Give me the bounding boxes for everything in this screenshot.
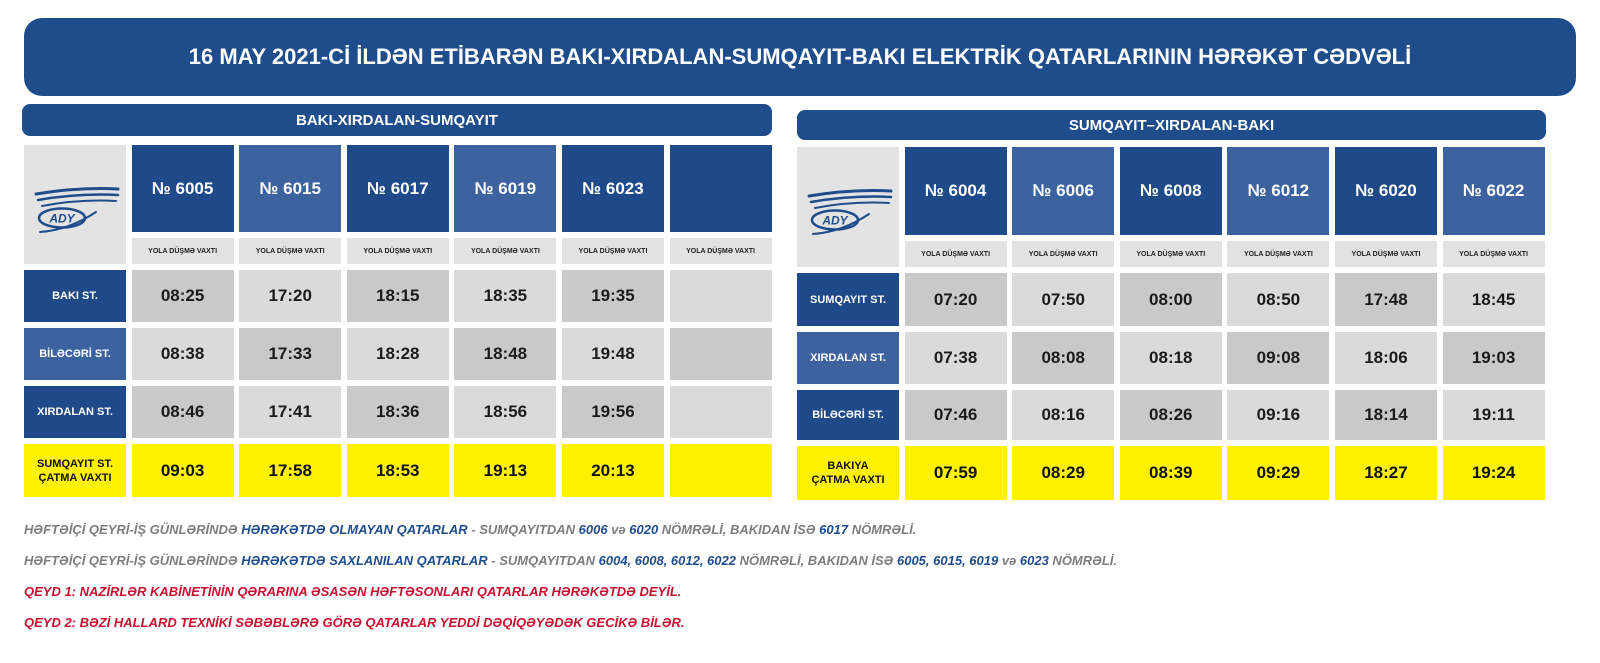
- time-cell: 09:08: [1227, 332, 1329, 384]
- ady-logo-text: ADY: [49, 211, 75, 226]
- train-number-header: № 6017: [347, 145, 449, 232]
- arrival-time-caption: ÇATMA VAXTI: [811, 474, 885, 486]
- departure-time-label: YOLA DÜŞMƏ VAXTI: [1443, 241, 1545, 267]
- station-label: BİLƏCƏRİ ST.: [797, 390, 899, 440]
- arrival-time-cell: 18:53: [347, 444, 449, 497]
- outbound-schedule-table: [24, 145, 772, 497]
- remark-1: QEYD 1: NAZİRLƏR KABİNETİNİN QƏRARINA ƏSASƏN HƏFTƏSONLARI QATARLAR HƏRƏKƏTDƏ DEYİL.: [24, 584, 682, 599]
- time-cell: 19:48: [562, 328, 664, 380]
- departure-time-label: YOLA DÜŞMƏ VAXTI: [347, 238, 449, 264]
- time-cell: 18:28: [347, 328, 449, 380]
- departure-time-label: YOLA DÜŞMƏ VAXTI: [239, 238, 341, 264]
- time-cell: 18:36: [347, 386, 449, 438]
- time-cell: 08:08: [1012, 332, 1114, 384]
- station-label: SUMQAYIT ST.: [797, 273, 899, 326]
- note-text: HƏFTƏİÇİ QEYRİ-İŞ GÜNLƏRİNDƏ: [24, 553, 242, 568]
- footer-notes: [24, 514, 1117, 638]
- time-cell: 07:38: [905, 332, 1007, 384]
- note-text: NÖMRƏLİ, BAKIDAN İSƏ: [658, 522, 820, 537]
- time-cell: 08:25: [132, 270, 234, 322]
- departure-time-label: YOLA DÜŞMƏ VAXTI: [905, 241, 1007, 267]
- ady-logo: [24, 145, 126, 264]
- remark-2: QEYD 2: BƏZİ HALLARD TEXNİKİ SƏBƏBLƏRƏ GÖRƏ QATARLAR YEDDİ DƏQİQƏYƏDƏK GECİKƏ BİLƏR.: [24, 615, 685, 630]
- arrival-time-cell: 09:03: [132, 444, 234, 497]
- time-cell-empty: [670, 386, 772, 438]
- arrival-time-cell: 19:13: [454, 444, 556, 497]
- time-cell: 08:46: [132, 386, 234, 438]
- time-cell: 07:46: [905, 390, 1007, 440]
- note-operating-trains: [24, 545, 1117, 576]
- inbound-heading: SUMQAYIT–XIRDALAN-BAKI: [797, 110, 1546, 140]
- train-number-header: № 6020: [1335, 147, 1437, 235]
- note-text: NÖMRƏLİ, BAKIDAN İSƏ: [735, 553, 897, 568]
- time-cell: 08:26: [1120, 390, 1222, 440]
- ady-logo-text: ADY: [822, 213, 848, 228]
- arrival-time-caption: ÇATMA VAXTI: [38, 471, 112, 484]
- note-train-number: 6006: [578, 522, 608, 537]
- arrival-station: SUMQAYIT ST.: [37, 457, 113, 470]
- station-label: BİLƏCƏRİ ST.: [24, 328, 126, 380]
- train-number-header: № 6015: [239, 145, 341, 232]
- note-highlight: HƏRƏKƏTDƏ OLMAYAN QATARLAR: [241, 522, 468, 537]
- note-train-number: 6017: [819, 522, 849, 537]
- arrival-time-cell: 08:29: [1012, 446, 1114, 500]
- note-text: NÖMRƏLİ.: [848, 522, 917, 537]
- time-cell-empty: [670, 328, 772, 380]
- station-label: XIRDALAN ST.: [24, 386, 126, 438]
- departure-time-label: YOLA DÜŞMƏ VAXTI: [562, 238, 664, 264]
- ady-logo-icon: [24, 145, 126, 264]
- note-suspended-trains: [24, 514, 1117, 545]
- time-cell: 19:56: [562, 386, 664, 438]
- note-text: NÖMRƏLİ.: [1048, 553, 1118, 568]
- time-cell: 08:18: [1120, 332, 1222, 384]
- note-train-number: 6005, 6015, 6019: [896, 553, 999, 568]
- departure-time-label: YOLA DÜŞMƏ VAXTI: [1335, 241, 1437, 267]
- time-cell-empty: [670, 270, 772, 322]
- time-cell: 19:35: [562, 270, 664, 322]
- time-cell: 18:15: [347, 270, 449, 322]
- train-number-header: № 6006: [1012, 147, 1114, 235]
- time-cell: 17:33: [239, 328, 341, 380]
- note-text: - SUMQAYITDAN: [467, 522, 579, 537]
- time-cell: 08:50: [1227, 273, 1329, 326]
- time-cell: 08:00: [1120, 273, 1222, 326]
- note-text: HƏFTƏİÇİ QEYRİ-İŞ GÜNLƏRİNDƏ: [24, 522, 242, 537]
- arrival-time-cell: 08:39: [1120, 446, 1222, 500]
- arrival-station: BAKIYA: [827, 460, 869, 472]
- train-number-header: № 6022: [1443, 147, 1545, 235]
- station-label: XIRDALAN ST.: [797, 332, 899, 384]
- arrival-label: [24, 444, 126, 497]
- note-text: və: [607, 522, 630, 537]
- departure-time-label: YOLA DÜŞMƏ VAXTI: [1012, 241, 1114, 267]
- train-number-header-empty: [670, 145, 772, 232]
- time-cell: 17:48: [1335, 273, 1437, 326]
- train-number-header: № 6004: [905, 147, 1007, 235]
- train-number-header: № 6012: [1227, 147, 1329, 235]
- train-number-header: № 6019: [454, 145, 556, 232]
- time-cell: 07:50: [1012, 273, 1114, 326]
- arrival-time-cell: 17:58: [239, 444, 341, 497]
- arrival-label: [797, 446, 899, 500]
- time-cell: 08:16: [1012, 390, 1114, 440]
- time-cell: 17:20: [239, 270, 341, 322]
- note-train-number: 6004, 6008, 6012, 6022: [598, 553, 736, 568]
- time-cell: 09:16: [1227, 390, 1329, 440]
- time-cell: 18:45: [1443, 273, 1545, 326]
- time-cell: 18:48: [454, 328, 556, 380]
- departure-time-label: YOLA DÜŞMƏ VAXTI: [1120, 241, 1222, 267]
- time-cell: 17:41: [239, 386, 341, 438]
- page-title: 16 MAY 2021-Cİ İLDƏN ETİBARƏN BAKI-XIRDALAN-SUMQAYIT-BAKI ELEKTRİK QATARLARININ HƏRƏKƏT CƏDVƏLİ: [24, 18, 1576, 96]
- time-cell: 08:38: [132, 328, 234, 380]
- note-train-number: 6023: [1019, 553, 1049, 568]
- arrival-time-cell: 09:29: [1227, 446, 1329, 500]
- departure-time-label: YOLA DÜŞMƏ VAXTI: [132, 238, 234, 264]
- train-number-header: № 6005: [132, 145, 234, 232]
- station-label: BAKI ST.: [24, 270, 126, 322]
- note-highlight: HƏRƏKƏTDƏ SAXLANILAN QATARLAR: [241, 553, 488, 568]
- time-cell: 18:35: [454, 270, 556, 322]
- note-text: və: [998, 553, 1020, 568]
- time-cell: 18:56: [454, 386, 556, 438]
- time-cell: 18:14: [1335, 390, 1437, 440]
- arrival-time-cell-empty: [670, 444, 772, 497]
- ady-logo: [797, 147, 899, 267]
- departure-time-label: YOLA DÜŞMƏ VAXTI: [454, 238, 556, 264]
- outbound-heading: BAKI-XIRDALAN-SUMQAYIT: [22, 104, 772, 136]
- note-text: - SUMQAYITDAN: [487, 553, 599, 568]
- inbound-schedule-table: [797, 147, 1545, 500]
- arrival-time-cell: 07:59: [905, 446, 1007, 500]
- arrival-time-cell: 20:13: [562, 444, 664, 497]
- train-number-header: № 6023: [562, 145, 664, 232]
- time-cell: 19:03: [1443, 332, 1545, 384]
- arrival-time-cell: 19:24: [1443, 446, 1545, 500]
- note-train-number: 6020: [629, 522, 659, 537]
- ady-logo-icon: [797, 147, 899, 267]
- departure-time-label: YOLA DÜŞMƏ VAXTI: [670, 238, 772, 264]
- time-cell: 18:06: [1335, 332, 1437, 384]
- time-cell: 07:20: [905, 273, 1007, 326]
- departure-time-label: YOLA DÜŞMƏ VAXTI: [1227, 241, 1329, 267]
- train-number-header: № 6008: [1120, 147, 1222, 235]
- time-cell: 19:11: [1443, 390, 1545, 440]
- arrival-time-cell: 18:27: [1335, 446, 1437, 500]
